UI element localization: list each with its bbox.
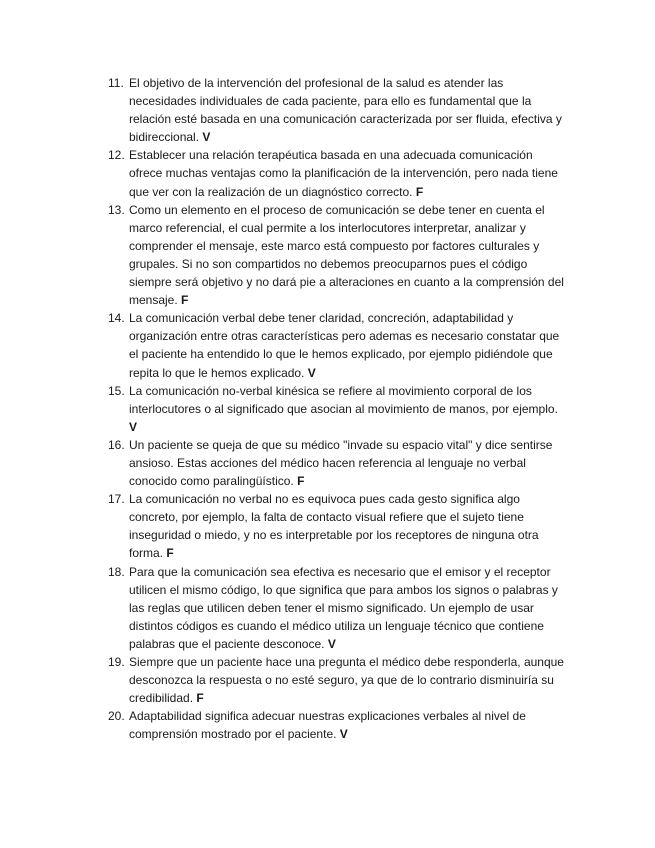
true-false-question-list (108, 74, 568, 743)
question-text: La comunicación no-verbal kinésica se refiere al movimiento corporal de los interlocutores o al significado que asocian al movimiento de manos, por ejemplo. (129, 383, 558, 416)
answer-label: V (327, 636, 336, 651)
question-item (108, 490, 568, 562)
question-number: 12. (108, 148, 125, 163)
answer-label: V (202, 130, 211, 145)
question-item (108, 309, 568, 381)
question-text: La comunicación no verbal no es equivoca pues cada gesto significa algo concreto, por ejemplo, la falta de contacto visual refiere que el sujeto tiene inseguridad o miedo, y no es interpretable por los receptores de ninguna otra forma. (129, 492, 539, 561)
question-text: Establecer una relación terapéutica basada en una adecuada comunicación ofrece muchas ventajas como la planificación de la intervención, pero nada tiene que ver con la realización de un diagnóstico correcto. (129, 148, 558, 199)
answer-label: F (415, 184, 424, 199)
answer-label: F (166, 546, 174, 561)
question-text: Siempre que un paciente hace una pregunta el médico debe responderla, aunque desconozca la respuesta o no esté seguro, ya que de lo contrario disminuiría su credibilidad. (129, 655, 564, 706)
question-number: 11. (108, 76, 124, 90)
question-item (108, 74, 568, 146)
question-number: 13. (108, 202, 125, 217)
question-item (108, 707, 568, 743)
question-number: 16. (108, 437, 125, 452)
question-text: Como un elemento en el proceso de comunicación se debe tener en cuenta el marco referencial, el cual permite a los interlocutores interpretar, analizar y comprender el mensaje, este marco está compuesto por factores culturales y grupales. Si no son compartidos no debemos preocuparnos pues el código siempre será objetivo y no dará pie a alteraciones en cuanto a la comprensión del mensaje. (129, 202, 564, 308)
question-number: 20. (108, 709, 125, 724)
question-number: 15. (108, 383, 125, 398)
question-number: 14. (108, 311, 125, 326)
question-number: 19. (108, 655, 125, 669)
question-item (108, 382, 568, 436)
question-text: El objetivo de la intervención del profesional de la salud es atender las necesidades individuales de cada paciente, para ello es fundamental que la relación esté basada en una comunicación caracterizada por ser fluida, efectiva y bidireccional. (129, 76, 562, 145)
question-text: Un paciente se queja de que su médico "invade su espacio vital" y dice sentirse ansioso. Estas acciones del médico hacen referencia al lenguaje no verbal conocido como paralingüístico. (129, 437, 553, 489)
question-item (108, 653, 568, 707)
question-text: Para que la comunicación sea efectiva es necesario que el emisor y el receptor utilicen el mismo código, lo que significa que para ambos los signos o palabras y las reglas que utilicen deben tener el mismo significado. Un ejemplo de usar distintos códigos es cuando el médico utiliza un lenguaje técnico que contiene palabras que el paciente desconoce. (129, 564, 558, 651)
answer-label: V (339, 727, 348, 742)
question-text: Adaptabilidad significa adecuar nuestras explicaciones verbales al nivel de comprensión mostrado por el paciente. (129, 709, 526, 742)
answer-label: V (307, 365, 316, 380)
answer-label: F (297, 474, 305, 489)
answer-label: F (196, 691, 204, 706)
question-number: 17. (108, 492, 125, 507)
question-item (108, 563, 568, 653)
question-item (108, 436, 568, 490)
answer-label: F (181, 293, 189, 308)
answer-label: V (129, 419, 138, 434)
question-item (108, 146, 568, 200)
question-text: La comunicación verbal debe tener claridad, concreción, adaptabilidad y organización entre otras características pero ademas es necesario constatar que el paciente ha entendido lo que le hemos explicado, por ejemplo pidiéndole que repita lo que le hemos explicado. (129, 311, 560, 380)
question-item (108, 201, 568, 310)
question-number: 18. (108, 564, 125, 579)
